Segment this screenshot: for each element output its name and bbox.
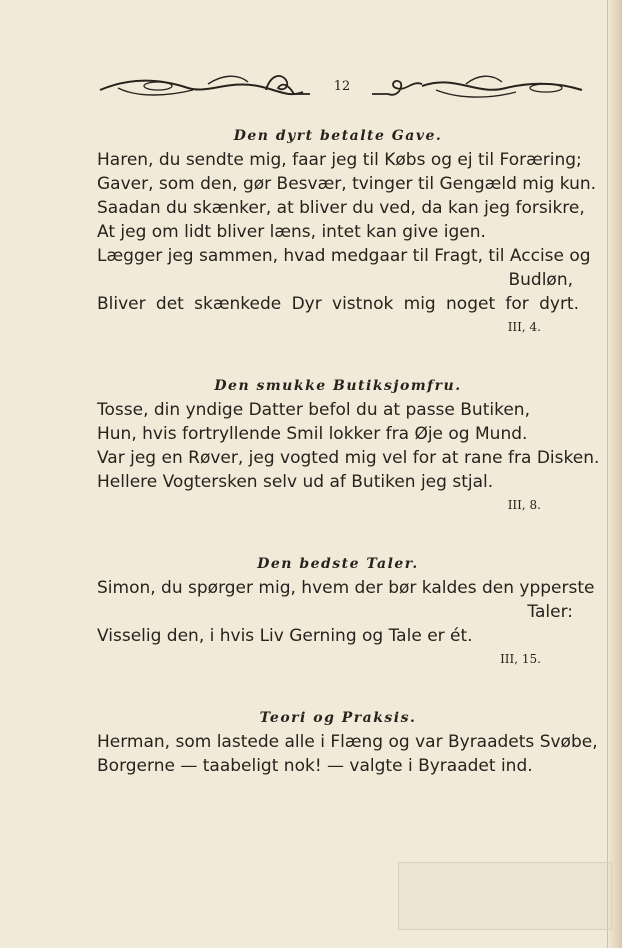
verse-line: Visselig den, i hvis Liv Gerning og Tale er ét. (97, 626, 473, 646)
poem (97, 374, 600, 516)
verse-line: Saadan du skænker, at bliver du ved, da kan jeg forsikre, (97, 198, 585, 218)
verse-line: Simon, du spørger mig, hvem der bør kaldes den ypperste (97, 578, 595, 598)
verse-line: Herman, som lastede alle i Flæng og var Byraadets Svøbe, (97, 732, 598, 752)
poem-collection (97, 124, 600, 778)
poem-title: Den bedste Taler. (257, 556, 419, 572)
poem (97, 706, 598, 778)
verse-line: Gaver, som den, gør Besvær, tvinger til Gengæld mig kun. (97, 174, 597, 194)
verse-line: Var jeg en Røver, jeg vogted mig vel for at rane fra Disken. (97, 448, 600, 468)
verse-line: Hun, hvis fortryllende Smil lokker fra Øje og Mund. (97, 424, 528, 444)
poem-separator (97, 670, 579, 706)
verse-line: Bliver det skænkede Dyr vistnok mig noget for dyrt. (97, 294, 579, 314)
poem-separator (97, 516, 579, 552)
ornament-left-icon (98, 70, 316, 104)
verse-line-continuation: Budløn, (508, 270, 573, 290)
poem-title: Den smukke Butiksjomfru. (214, 378, 462, 394)
verse-line: Hellere Vogtersken selv ud af Butiken jeg stjal. (97, 472, 494, 492)
page-header (98, 70, 586, 106)
ornament-right-icon (366, 70, 586, 104)
poem (97, 552, 595, 670)
verse-line: Haren, du sendte mig, faar jeg til Købs og ej til Foræring; (97, 150, 582, 170)
poem-title: Den dyrt betalte Gave. (233, 128, 443, 144)
poem-title: Teori og Praksis. (259, 710, 417, 726)
page-number: 12 (333, 79, 351, 94)
poem-reference: III, 8. (507, 498, 541, 512)
poem-reference: III, 15. (500, 652, 541, 666)
verse-line: At jeg om lidt bliver læns, intet kan give igen. (97, 222, 486, 242)
poem-reference: III, 4. (507, 320, 541, 334)
verse-line: Lægger jeg sammen, hvad medgaar til Fragt, til Accise og (97, 246, 591, 266)
verse-line: Tosse, din yndige Datter befol du at passe Butiken, (97, 400, 530, 420)
poem-separator (97, 338, 579, 374)
paper-stain (398, 862, 612, 930)
page-edge (607, 0, 622, 948)
verse-line: Borgerne — taabeligt nok! — valgte i Byraadet ind. (97, 756, 533, 776)
verse-line-continuation: Taler: (527, 602, 573, 622)
poem (97, 124, 597, 338)
